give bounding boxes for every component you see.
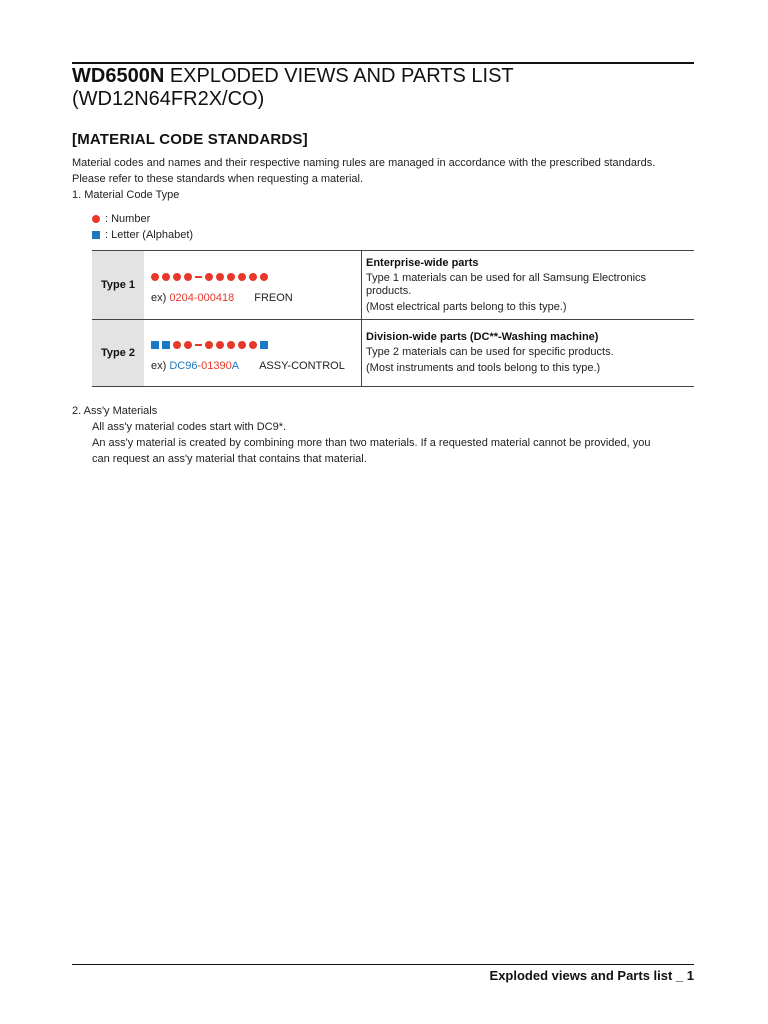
example-prefix: ex) <box>151 292 167 304</box>
title-model-code: (WD12N64FR2X/CO) <box>72 88 265 110</box>
intro-paragraph <box>72 155 694 203</box>
number-dot-icon <box>205 341 213 349</box>
table-row <box>92 320 694 387</box>
number-dot-icon <box>238 341 246 349</box>
number-dot-icon <box>173 273 181 281</box>
section-title: [MATERIAL CODE STANDARDS] <box>72 131 308 148</box>
example-name: FREON <box>254 292 293 304</box>
number-dot-icon <box>205 273 213 281</box>
assy-line-1: All ass'y material codes start with DC9*. <box>92 421 287 433</box>
intro-line-2: Please refer to these standards when requesting a material. <box>72 173 364 185</box>
description-cell <box>362 320 695 387</box>
number-dot-icon <box>249 341 257 349</box>
example-name: ASSY-CONTROL <box>259 360 345 372</box>
example-code-part2: 000418 <box>197 292 235 304</box>
example-prefix: ex) <box>151 360 167 372</box>
number-dot-icon <box>162 273 170 281</box>
number-dot-icon <box>151 273 159 281</box>
number-dot-icon <box>173 341 181 349</box>
type-cell: Type 2 <box>92 320 144 387</box>
type-cell: Type 1 <box>92 251 144 320</box>
assy-section <box>72 403 694 467</box>
list-item-1: 1. Material Code Type <box>72 189 180 201</box>
example-code-part2: 01390 <box>201 360 232 372</box>
number-dot-icon <box>216 341 224 349</box>
code-example <box>151 360 361 372</box>
model-name: WD6500N <box>72 65 165 87</box>
list-item-2: 2. Ass'y Materials <box>72 405 158 417</box>
page-title <box>72 65 694 111</box>
code-cell <box>144 320 362 387</box>
letter-square-icon <box>260 341 268 349</box>
example-code-suffix: A <box>231 360 240 372</box>
number-dot-icon <box>216 273 224 281</box>
number-dot-icon <box>260 273 268 281</box>
page-footer: Exploded views and Parts list _ 1 <box>489 968 694 983</box>
example-code-sep: - <box>193 292 198 304</box>
footer-rule <box>72 964 694 965</box>
dash-mark <box>195 344 202 346</box>
table-row <box>92 251 694 320</box>
description-title: Division-wide parts (DC**-Washing machine) <box>366 331 599 343</box>
example-code-part1: 0204 <box>169 292 194 304</box>
number-dot-icon <box>238 273 246 281</box>
description-title: Enterprise-wide parts <box>366 256 479 269</box>
description-cell <box>362 251 695 320</box>
legend-letter <box>92 227 193 243</box>
number-dot-icon <box>249 273 257 281</box>
description-note: (Most instruments and tools belong to this type.) <box>366 362 601 374</box>
example-code-part1: DC96 <box>169 360 198 372</box>
legend-number-label: : Number <box>105 213 151 225</box>
code-cell <box>144 251 362 320</box>
header-rule <box>72 62 694 64</box>
red-dot-icon <box>92 215 100 223</box>
title-text: EXPLODED VIEWS AND PARTS LIST <box>164 65 514 87</box>
number-dot-icon <box>184 273 192 281</box>
code-pattern <box>151 334 361 356</box>
legend-number <box>92 211 150 227</box>
number-dot-icon <box>227 273 235 281</box>
dash-mark <box>195 276 202 278</box>
letter-square-icon <box>151 341 159 349</box>
code-example <box>151 292 361 304</box>
blue-square-icon <box>92 231 100 239</box>
description-line: Type 2 materials can be used for specific products. <box>366 346 614 358</box>
description-line: Type 1 materials can be used for all Samsung Electronics products. <box>366 271 647 297</box>
material-code-table <box>92 250 694 387</box>
number-dot-icon <box>184 341 192 349</box>
example-code-sep: - <box>197 360 202 372</box>
assy-line-2: An ass'y material is created by combining more than two materials. If a requested material cannot be provided, you <box>92 437 651 449</box>
letter-square-icon <box>162 341 170 349</box>
code-pattern <box>151 266 361 288</box>
assy-line-3: can request an ass'y material that contains that material. <box>92 453 367 465</box>
number-dot-icon <box>227 341 235 349</box>
legend-letter-label: : Letter (Alphabet) <box>105 229 194 241</box>
description-note: (Most electrical parts belong to this type.) <box>366 300 567 313</box>
intro-line-1: Material codes and names and their respective naming rules are managed in accordance with the prescribed standards. <box>72 157 656 169</box>
